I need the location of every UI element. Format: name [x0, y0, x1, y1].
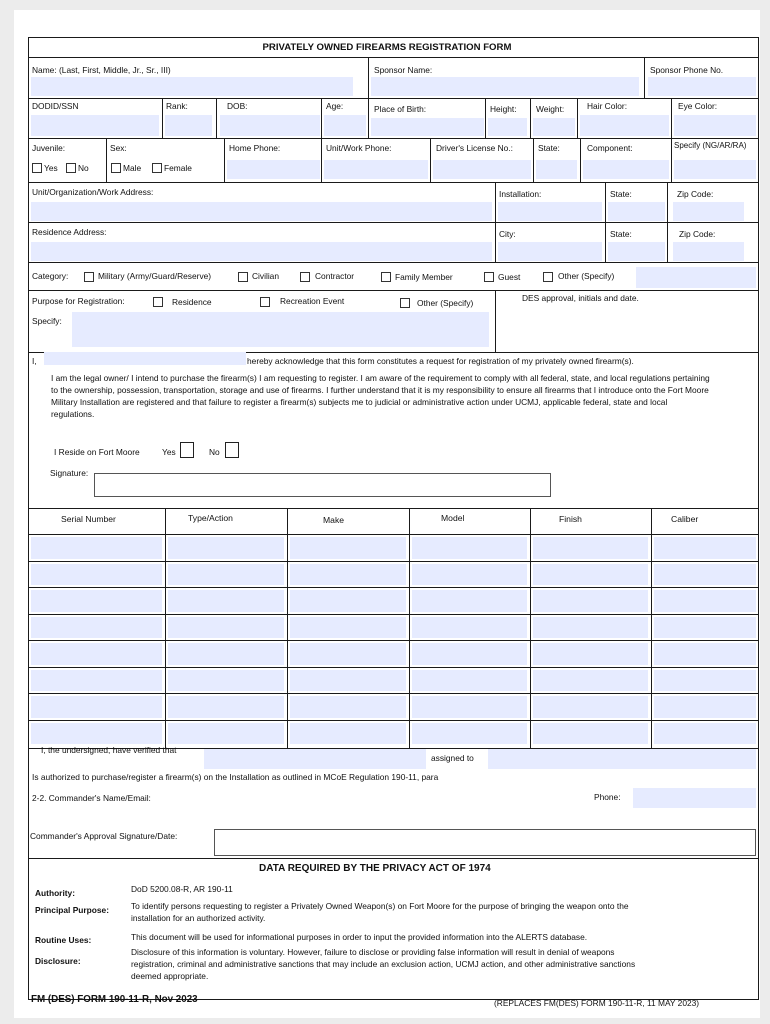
table-cell-make[interactable] [290, 564, 406, 586]
state-label: State: [538, 143, 560, 153]
purpose-privacy-label: Principal Purpose: [35, 905, 109, 915]
purpose-label: Purpose for Registration: [32, 296, 125, 306]
disclosure-label: Disclosure: [35, 956, 81, 966]
table-cell-make[interactable] [290, 617, 406, 639]
purpose-specify-input[interactable] [72, 312, 489, 347]
table-cell-finish[interactable] [533, 723, 648, 745]
commander-signature-field[interactable] [214, 829, 756, 856]
category-guest-checkbox[interactable] [484, 272, 494, 282]
form-id: FM (DES) FORM 190-11-R, Nov 2023 [31, 994, 198, 1005]
table-cell-type-action[interactable] [168, 723, 284, 745]
table-cell-make[interactable] [290, 670, 406, 692]
table-col-divider [287, 508, 288, 748]
table-cell-serial-number[interactable] [31, 617, 162, 639]
table-cell-finish[interactable] [533, 564, 648, 586]
juvenile-no-label: No [78, 163, 89, 173]
ack-paragraph: I am the legal owner/ I intend to purchase the firearm(s) I am requesting to register. I am aware of the requirement to comply with all federal, state, and local regulations pertaining to the ownership, possession, transportation, storage and use of firearms. I further understand that it is my responsibility to ensure all firearms that I introduce onto the Fort Moore Military Installation are registered and that failure to register a firearm(s) subjects me to judicial or administrative action under UCMJ, applicable federal, state and local regulations. [51, 373, 710, 419]
table-header-divider [28, 534, 759, 535]
sex-female-checkbox[interactable] [152, 163, 162, 173]
table-col-divider [409, 508, 410, 748]
table-col-divider [165, 508, 166, 748]
place-of-birth-label: Place of Birth: [374, 104, 427, 114]
juvenile-label: Juvenile: [32, 143, 66, 153]
table-cell-type-action[interactable] [168, 617, 284, 639]
category-label: Category: [32, 271, 69, 281]
dob-label: DOB: [227, 101, 248, 111]
table-cell-caliber[interactable] [654, 696, 756, 718]
residence-input[interactable] [31, 242, 492, 261]
table-cell-model[interactable] [412, 617, 527, 639]
component-input[interactable] [583, 160, 669, 179]
col-type-header: Type/Action [188, 513, 233, 523]
ack-i-label: I, [32, 356, 37, 366]
table-cell-finish[interactable] [533, 590, 648, 612]
sponsor-phone-input[interactable] [648, 77, 756, 96]
table-cell-model[interactable] [412, 696, 527, 718]
verify-assigned-label: assigned to [431, 753, 474, 763]
state2-label: State: [610, 189, 632, 199]
authority-label: Authority: [35, 888, 76, 898]
purpose-specify-label: Specify: [32, 316, 62, 326]
eye-color-input[interactable] [674, 115, 756, 136]
rank-input[interactable] [165, 115, 212, 136]
name-input[interactable] [31, 77, 353, 96]
verify-unit-input[interactable] [488, 749, 756, 769]
table-cell-caliber[interactable] [654, 590, 756, 612]
height-label: Height: [490, 104, 517, 114]
privacy-title: DATA REQUIRED BY THE PRIVACY ACT OF 1974 [259, 863, 491, 874]
dodid-input[interactable] [31, 115, 159, 136]
ack-hereby-text: hereby acknowledge that this form constitutes a request for registration of my privately owned firearm(s). [247, 356, 634, 366]
routine-uses-label: Routine Uses: [35, 935, 92, 945]
state-input[interactable] [536, 160, 577, 179]
purpose-privacy-text: To identify persons requesting to register a Privately Owned Weapon(s) on Fort Moore for the purpose of bringing the weapon onto the installation for an authorized activity. [131, 901, 629, 923]
zip-input[interactable] [673, 202, 744, 221]
table-cell-serial-number[interactable] [31, 537, 162, 559]
zip2-input[interactable] [673, 242, 744, 261]
table-cell-model[interactable] [412, 537, 527, 559]
table-cell-model[interactable] [412, 643, 527, 665]
table-cell-caliber[interactable] [654, 564, 756, 586]
state3-label: State: [610, 229, 632, 239]
authority-text: DoD 5200.08-R, AR 190-11 [131, 884, 233, 894]
category-contractor-label: Contractor [315, 271, 355, 281]
routine-uses-text: This document will be used for informational purposes in order to input the provided information into the ALERTS database. [131, 932, 588, 942]
table-cell-make[interactable] [290, 723, 406, 745]
age-label: Age: [326, 101, 344, 111]
table-cell-model[interactable] [412, 723, 527, 745]
zip-label: Zip Code: [677, 189, 714, 199]
table-cell-serial-number[interactable] [31, 696, 162, 718]
col-make-header: Make [323, 515, 345, 525]
table-cell-make[interactable] [290, 590, 406, 612]
table-cell-make[interactable] [290, 696, 406, 718]
unit-address-label: Unit/Organization/Work Address: [32, 187, 154, 197]
purpose-other-checkbox[interactable] [400, 298, 410, 308]
place-of-birth-input[interactable] [371, 118, 484, 136]
table-cell-make[interactable] [290, 537, 406, 559]
category-other-label: Other (Specify) [558, 271, 615, 281]
state2-input[interactable] [608, 202, 665, 221]
work-phone-input[interactable] [324, 160, 428, 179]
table-cell-model[interactable] [412, 564, 527, 586]
category-other-checkbox[interactable] [543, 272, 553, 282]
weight-input[interactable] [533, 118, 575, 136]
disclosure-text: Disclosure of this information is voluntary. However, failure to disclose or providing false information will result in denial of weapons registration, criminal and administrative sanctions that may include an exclusion action, UCMJ action, and other administrative sanctions deemed appropriate. [131, 947, 636, 981]
state3-input[interactable] [608, 242, 665, 261]
sex-male-checkbox[interactable] [111, 163, 121, 173]
reside-yes-label: Yes [162, 447, 176, 457]
table-col-divider [530, 508, 531, 748]
sponsor-name-label: Sponsor Name: [374, 65, 433, 75]
table-row [28, 614, 759, 615]
table-row [28, 640, 759, 641]
des-approval-label: DES approval, initials and date. [522, 293, 639, 303]
table-cell-finish[interactable] [533, 696, 648, 718]
age-input[interactable] [324, 115, 366, 136]
purpose-residence-checkbox[interactable] [153, 297, 163, 307]
hair-color-label: Hair Color: [587, 101, 628, 111]
work-phone-label: Unit/Work Phone: [326, 143, 392, 153]
table-cell-type-action[interactable] [168, 696, 284, 718]
form-title: PRIVATELY OWNED FIREARMS REGISTRATION FORM [262, 42, 512, 53]
sex-label: Sex: [110, 143, 127, 153]
dob-input[interactable] [220, 115, 320, 136]
city-input[interactable] [498, 242, 602, 261]
license-input[interactable] [433, 160, 531, 179]
commander-phone-input[interactable] [633, 788, 756, 808]
col-finish-header: Finish [559, 514, 582, 524]
table-cell-caliber[interactable] [654, 537, 756, 559]
sex-female-label: Female [164, 163, 192, 173]
unit-address-input[interactable] [31, 202, 492, 221]
table-cell-serial-number[interactable] [31, 723, 162, 745]
col-serial-header: Serial Number [61, 514, 116, 524]
dodid-label: DODID/SSN [32, 101, 79, 111]
ack-name-input[interactable] [44, 352, 246, 365]
weight-label: Weight: [536, 104, 565, 114]
table-row [28, 587, 759, 588]
table-row [28, 693, 759, 694]
table-cell-finish[interactable] [533, 617, 648, 639]
table-cell-type-action[interactable] [168, 670, 284, 692]
table-cell-type-action[interactable] [168, 537, 284, 559]
reside-no-label: No [209, 447, 220, 457]
eye-color-label: Eye Color: [678, 101, 718, 111]
table-row [28, 667, 759, 668]
category-military-label: Military (Army/Guard/Reserve) [98, 271, 212, 281]
residence-label: Residence Address: [32, 227, 107, 237]
col-caliber-header: Caliber [671, 514, 699, 524]
firearms-table [28, 508, 759, 748]
height-input[interactable] [488, 118, 527, 136]
table-cell-serial-number[interactable] [31, 670, 162, 692]
table-cell-model[interactable] [412, 590, 527, 612]
category-family-checkbox[interactable] [381, 272, 391, 282]
component-label: Component: [587, 143, 633, 153]
category-contractor-checkbox[interactable] [300, 272, 310, 282]
form-page [14, 10, 760, 1018]
table-col-divider [651, 508, 652, 748]
reside-label: I Reside on Fort Moore [54, 447, 140, 457]
verify-line1: I, the undersigned, have verified that [41, 745, 177, 755]
replaces-text: (REPLACES FM(DES) FORM 190-11-R, 11 MAY 2023) [494, 998, 700, 1008]
installation-input[interactable] [498, 202, 602, 221]
purpose-recreation-checkbox[interactable] [260, 297, 270, 307]
table-cell-finish[interactable] [533, 537, 648, 559]
specify-ng-label: Specify (NG/AR/RA) [674, 141, 747, 150]
table-cell-type-action[interactable] [168, 590, 284, 612]
table-cell-model[interactable] [412, 670, 527, 692]
verify-name-input[interactable] [204, 749, 426, 769]
rank-label: Rank: [166, 101, 188, 111]
category-family-label: Family Member [395, 272, 453, 282]
table-cell-caliber[interactable] [654, 670, 756, 692]
signature-field[interactable] [94, 473, 551, 497]
hair-color-input[interactable] [580, 115, 669, 136]
table-cell-serial-number[interactable] [31, 643, 162, 665]
name-label: Name: (Last, First, Middle, Jr., Sr., III) [32, 65, 171, 75]
category-military-checkbox[interactable] [84, 272, 94, 282]
purpose-residence-label: Residence [172, 297, 212, 307]
table-row [28, 720, 759, 721]
table-cell-caliber[interactable] [654, 723, 756, 745]
verify-phone-label: Phone: [594, 792, 621, 802]
home-phone-input[interactable] [227, 160, 320, 179]
license-label: Driver's License No.: [436, 143, 513, 153]
juvenile-no-checkbox[interactable] [66, 163, 76, 173]
verify-line2: Is authorized to purchase/register a firearm(s) on the Installation as outlined in MCoE Regulation 190-11, para [32, 772, 439, 782]
category-civilian-label: Civilian [252, 271, 279, 281]
juvenile-yes-label: Yes [44, 163, 58, 173]
signature-label: Signature: [50, 468, 89, 478]
specify-ng-input[interactable] [674, 160, 756, 179]
table-cell-make[interactable] [290, 643, 406, 665]
installation-label: Installation: [499, 189, 542, 199]
table-cell-finish[interactable] [533, 670, 648, 692]
table-cell-serial-number[interactable] [31, 590, 162, 612]
sponsor-phone-label: Sponsor Phone No. [650, 65, 724, 75]
home-phone-label: Home Phone: [229, 143, 281, 153]
purpose-other-label: Other (Specify) [417, 298, 474, 308]
reside-yes-checkbox[interactable] [180, 442, 194, 458]
city-label: City: [499, 229, 516, 239]
zip2-label: Zip Code: [679, 229, 716, 239]
juvenile-yes-checkbox[interactable] [32, 163, 42, 173]
table-cell-caliber[interactable] [654, 617, 756, 639]
table-row [28, 561, 759, 562]
reside-no-checkbox[interactable] [225, 442, 239, 458]
table-cell-caliber[interactable] [654, 643, 756, 665]
sex-male-label: Male [123, 163, 142, 173]
category-civilian-checkbox[interactable] [238, 272, 248, 282]
table-cell-finish[interactable] [533, 643, 648, 665]
purpose-recreation-label: Recreation Event [280, 296, 345, 306]
category-other-input[interactable] [636, 267, 756, 288]
table-cell-type-action[interactable] [168, 564, 284, 586]
commander-approval-label: Commander's Approval Signature/Date: [30, 831, 178, 841]
sponsor-name-input[interactable] [371, 77, 639, 96]
table-cell-type-action[interactable] [168, 643, 284, 665]
category-guest-label: Guest [498, 272, 521, 282]
table-cell-serial-number[interactable] [31, 564, 162, 586]
verify-line3: 2-2. Commander's Name/Email: [32, 793, 151, 803]
col-model-header: Model [441, 513, 465, 523]
